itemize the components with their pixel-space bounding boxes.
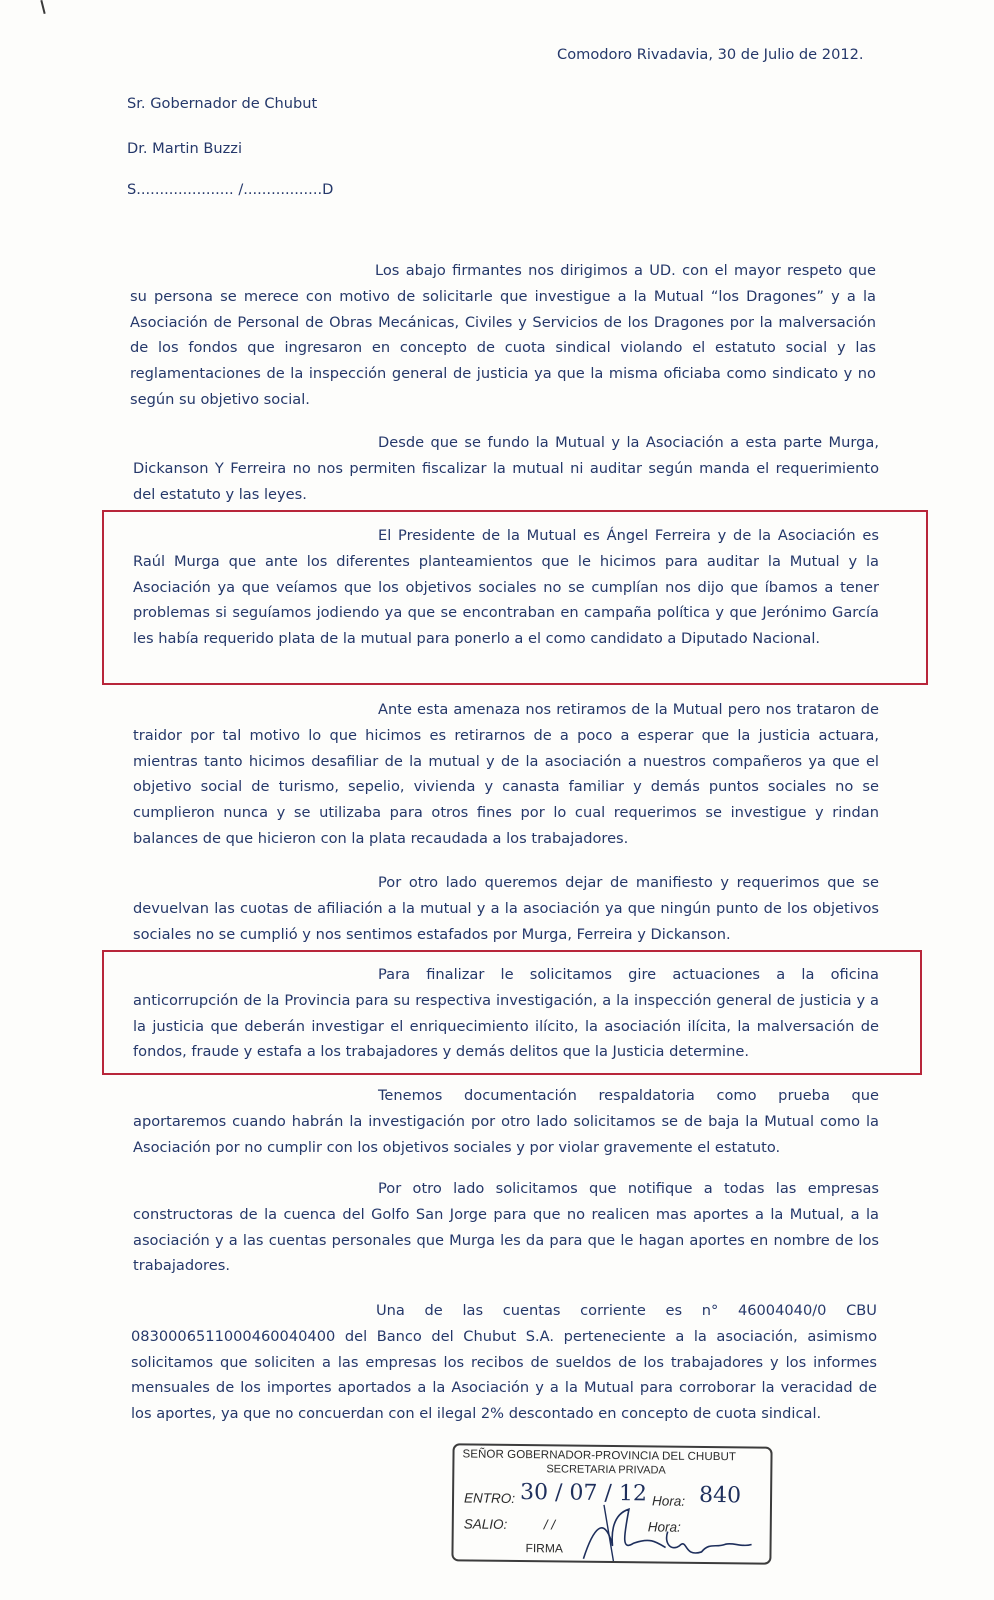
addressee-name: Dr. Martin Buzzi	[127, 140, 243, 157]
stamp-header: SEÑOR GOBERNADOR-PROVINCIA DEL CHUBUT	[462, 1448, 737, 1464]
salutation: S..................... /.................D	[127, 181, 334, 198]
paragraph-7: Tenemos documentación respaldatoria como prueba que aportaremos cuando habrán la investigación por otro lado solicitamos se de baja la Mutual como la Asociación por no cumplir con los objetivos sociales y por violar gravemente el estatuto.	[133, 1087, 879, 1156]
paragraph-1: Los abajo firmantes nos dirigimos a UD. con el mayor respeto que su persona se merece con motivo de solicitarle que investigue a la Mutual “los Dragones” y a la Asociación de Personal de Obras Mecánicas, Civiles y Servicios de los Dragones por la malversación de los fondos que ingresaron en concepto de cuota sindical violando el estatuto social y las reglamentaciones de la inspección general de justicia ya que la misma oficiaba como sindicato y no según su objetivo social.	[130, 262, 876, 408]
stamp-entro-value: 30 / 07 / 12	[519, 1480, 648, 1507]
paragraph-2: Desde que se fundo la Mutual y la Asociación a esta parte Murga, Dickanson Y Ferreira no nos permiten fiscalizar la mutual ni auditar según manda el requerimiento del estatuto y las leyes.	[133, 434, 879, 503]
reception-stamp	[451, 1443, 772, 1564]
paragraph-6: Para finalizar le solicitamos gire actuaciones a la oficina anticorrupción de la Provincia para su respectiva investigación, a la inspección general de justicia y a la justicia que deberán investigar el enriquecimiento ilícito, la asociación ilícita, la malversación de fondos, fraude y estafa a los trabajadores y demás delitos que la Justicia determine.	[133, 966, 879, 1061]
stamp-salio-value: / /	[543, 1517, 556, 1533]
scan-mark	[40, 0, 45, 14]
stamp-hora-label: Hora:	[651, 1493, 686, 1509]
stamp-entro-label: ENTRO:	[463, 1490, 516, 1506]
paragraph-9: Una de las cuentas corriente es n° 46004040/0 CBU 0830006511000460040400 del Banco del Chubut S.A. perteneciente a la asociación, asimismo solicitamos que soliciten a las empresas los recibos de sueldos de los trabajadores y los informes mensuales de los importes aportados a la Asociación y a la Mutual para corroborar la veracidad de los aportes, ya que no concuerdan con el ilegal 2% descontado en concepto de cuota sindical.	[131, 1302, 877, 1423]
paragraph-4: Ante esta amenaza nos retiramos de la Mutual pero nos trataron de traidor por tal motivo lo que hicimos es retirarnos de a poco a esperar que la justicia actuara, mientras tanto hicimos desafiliar de la mutual y de la asociación a nuestros compañeros ya que el objetivo social de turismo, sepelio, vivienda y canasta familiar y demás puntos sociales no se cumplieron nunca y se utilizaba para otros fines por lo cual requerimos se investigue y rindan balances de que hicieron con la plata recaudada a los trabajadores.	[133, 701, 879, 847]
stamp-subheader: SECRETARIA PRIVADA	[546, 1463, 666, 1477]
addressee-title: Sr. Gobernador de Chubut	[127, 95, 318, 112]
stamp-hora2-label: Hora:	[647, 1519, 681, 1535]
place-date: Comodoro Rivadavia, 30 de Julio de 2012.	[557, 46, 864, 63]
stamp-salio-label: SALIO:	[463, 1516, 508, 1532]
stamp-hora-value: 840	[698, 1482, 742, 1509]
stamp-firma-label: FIRMA	[525, 1541, 563, 1556]
paragraph-5: Por otro lado queremos dejar de manifiesto y requerimos que se devuelvan las cuotas de afiliación a la mutual y a la asociación ya que ningún punto de los objetivos sociales no se cumplió y nos sentimos estafados por Murga, Ferreira y Dickanson.	[133, 874, 879, 943]
signature-scribble	[453, 1445, 770, 1562]
paragraph-3: El Presidente de la Mutual es Ángel Ferreira y de la Asociación es Raúl Murga que ante los diferentes planteamientos que le hicimos para auditar la Mutual y la Asociación ya que veíamos que los objetivos sociales no se cumplían nos dijo que íbamos a tener problemas si seguíamos jodiendo ya que se encontraban en campaña política y que Jerónimo García les había requerido plata de la mutual para ponerlo a el como candidato a Diputado Nacional.	[133, 527, 879, 648]
paragraph-8: Por otro lado solicitamos que notifique a todas las empresas constructoras de la cuenca del Golfo San Jorge para que no realicen mas aportes a la Mutual, a la asociación y a las cuentas personales que Murga les da para que le hagan aportes en nombre de los trabajadores.	[133, 1180, 879, 1275]
